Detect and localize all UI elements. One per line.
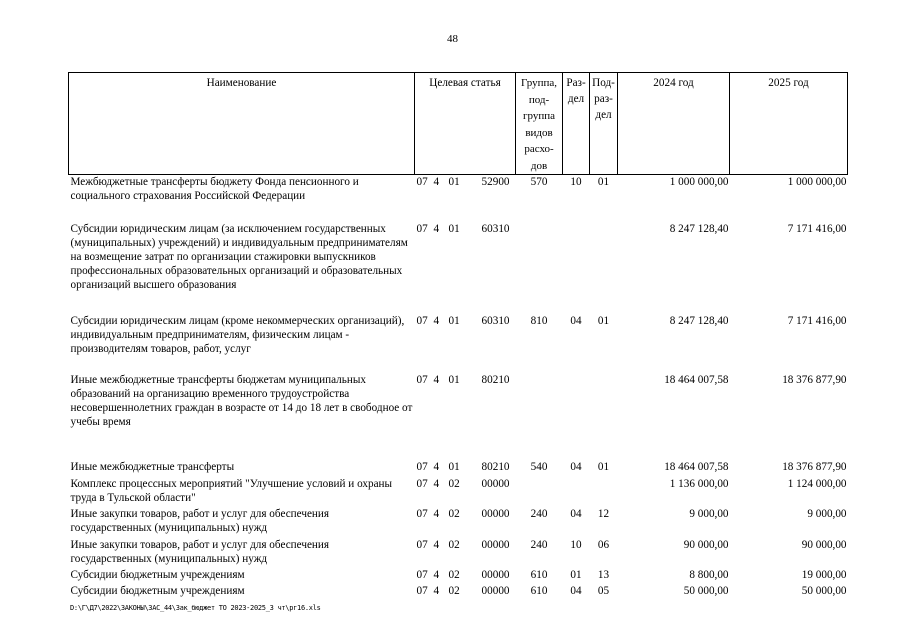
target-article-code: 00000 <box>481 538 510 551</box>
subsection-code: 12 <box>597 507 610 520</box>
row-name: Иные межбюджетные трансферты <box>70 460 235 473</box>
target-article-part: 4 <box>433 477 440 490</box>
header-subsection-line: Под- <box>592 77 615 89</box>
table-row <box>69 568 848 584</box>
section-code: 04 <box>570 507 582 520</box>
header-group-line: Группа, <box>521 77 557 89</box>
expense-group: 810 <box>530 314 548 327</box>
expense-group: 240 <box>530 538 548 551</box>
row-name: Иные закупки товаров, работ и услуг для обеспечения государственных (муниципальных) нужд <box>70 538 330 565</box>
target-article-part: 4 <box>433 222 440 235</box>
amount-2025: 18 376 877,90 <box>782 373 847 386</box>
header-group-line: под- <box>528 93 550 106</box>
amount-2024: 1 136 000,00 <box>669 477 729 490</box>
section-code: 04 <box>570 584 582 597</box>
row-name: Комплекс процессных мероприятий "Улучшение условий и охраны труда в Тульской области" <box>70 477 393 504</box>
target-article-code: 00000 <box>481 507 510 520</box>
header-group-line: группа <box>523 110 556 122</box>
row-name: Субсидии юридическим лицам (кроме некоммерческих организаций), индивидуальным предпринимателям, физическим лицам - производителям товаров, работ, услуг <box>70 314 405 355</box>
target-article-part: 01 <box>448 222 460 235</box>
target-article-part: 01 <box>448 460 460 473</box>
amount-2025: 18 376 877,90 <box>782 460 847 473</box>
header-section <box>563 73 590 175</box>
row-name: Иные межбюджетные трансферты бюджетам муниципальных образований на организацию временного трудоустройства несовершеннолетних граждан в возрасте от 14 до 18 лет в свободное от учебы время <box>70 373 413 428</box>
amount-2024: 9 000,00 <box>689 507 729 520</box>
target-article-part: 02 <box>448 477 460 490</box>
section-code: 01 <box>570 568 582 581</box>
table-row <box>69 477 848 507</box>
target-article-code: 80210 <box>481 373 510 386</box>
target-article-part: 07 <box>416 373 428 386</box>
table-row <box>69 373 848 460</box>
section-code: 04 <box>570 314 582 327</box>
target-article-code: 00000 <box>481 477 510 490</box>
amount-2024: 90 000,00 <box>683 538 729 551</box>
section-code <box>563 222 590 314</box>
expense-group <box>516 477 563 507</box>
section-code <box>563 477 590 507</box>
target-article-code: 00000 <box>481 568 510 581</box>
target-article-code: 00000 <box>481 584 510 597</box>
target-article-part: 4 <box>433 373 440 386</box>
row-name: Межбюджетные трансферты бюджету Фонда пенсионного и социального страхования Российской Федерации <box>70 176 359 202</box>
amount-2024: 8 800,00 <box>689 568 729 581</box>
target-article-part: 4 <box>433 176 440 188</box>
row-name: Субсидии бюджетным учреждениям <box>70 584 245 597</box>
footer-file-path: D:\Г\Д7\2022\ЗАКОНЫ\ЗАС_44\Зак_бюджет ТО 2023-2025_3 чт\рг16.xls <box>70 604 321 612</box>
amount-2025: 1 124 000,00 <box>787 477 847 490</box>
target-article-part: 02 <box>448 568 460 581</box>
header-expense-group <box>516 73 563 175</box>
target-article-part: 4 <box>433 314 440 327</box>
header-subsection <box>590 73 618 175</box>
target-article-code: 60310 <box>481 314 510 327</box>
target-article-code: 52900 <box>481 176 510 188</box>
amount-2025: 7 171 416,00 <box>787 222 847 235</box>
header-year-2025: 2025 год <box>730 73 848 175</box>
amount-2025: 19 000,00 <box>801 568 847 581</box>
header-year-2024: 2024 год <box>618 73 730 175</box>
row-name: Субсидии юридическим лицам (за исключением государственных (муниципальных) учреждений) и индивидуальным предпринимателям на возмещение затрат по организации стажировки выпускников профессиональных образовательных организаций и образовательных организаций высшего образования <box>70 222 408 291</box>
amount-2024: 18 464 007,58 <box>664 460 729 473</box>
amount-2025: 90 000,00 <box>801 538 847 551</box>
target-article-part: 02 <box>448 507 460 520</box>
expense-group: 540 <box>530 460 548 473</box>
table-header-row <box>69 73 848 175</box>
section-code: 04 <box>570 460 582 473</box>
section-code: 10 <box>570 538 582 551</box>
target-article-part: 07 <box>416 314 428 327</box>
target-article-part: 01 <box>448 314 460 327</box>
table-row <box>69 314 848 373</box>
header-subsection-line: дел <box>595 109 612 121</box>
header-name: Наименование <box>69 73 415 175</box>
page-number: 48 <box>447 33 458 45</box>
target-article-code: 60310 <box>481 222 510 235</box>
expense-group <box>516 373 563 460</box>
amount-2025: 7 171 416,00 <box>787 314 847 327</box>
header-group-line: дов <box>530 159 548 172</box>
expense-group <box>516 222 563 314</box>
subsection-code <box>590 373 618 460</box>
table-body <box>69 175 848 600</box>
target-article-part: 02 <box>448 584 460 597</box>
amount-2025: 50 000,00 <box>801 584 847 597</box>
target-article-part: 4 <box>433 507 440 520</box>
header-section-line: Раз- <box>566 77 586 89</box>
subsection-code <box>590 222 618 314</box>
section-code <box>563 373 590 460</box>
header-target-article: Целевая статья <box>415 73 516 175</box>
expense-group: 610 <box>530 584 548 597</box>
header-group-line: видов <box>525 126 553 139</box>
expense-group: 610 <box>530 568 548 581</box>
subsection-code: 01 <box>597 460 610 473</box>
amount-2024: 1 000 000,00 <box>669 176 729 188</box>
amount-2024: 18 464 007,58 <box>664 373 729 386</box>
target-article-part: 4 <box>433 538 440 551</box>
table-row <box>69 175 848 222</box>
table-row <box>69 584 848 600</box>
expense-group: 570 <box>530 176 548 188</box>
expense-group: 240 <box>530 507 548 520</box>
target-article-part: 4 <box>433 460 440 473</box>
target-article-part: 07 <box>416 176 428 188</box>
table-row <box>69 222 848 314</box>
header-subsection-line: раз- <box>594 93 613 105</box>
table-row <box>69 538 848 568</box>
row-name: Иные закупки товаров, работ и услуг для обеспечения государственных (муниципальных) нужд <box>70 507 330 534</box>
subsection-code: 06 <box>597 538 610 551</box>
subsection-code <box>590 477 618 507</box>
target-article-part: 07 <box>416 584 428 597</box>
target-article-part: 07 <box>416 568 428 581</box>
target-article-part: 07 <box>416 222 428 235</box>
amount-2024: 8 247 128,40 <box>669 222 729 235</box>
amount-2025: 1 000 000,00 <box>787 176 847 188</box>
header-section-line: дел <box>567 93 585 105</box>
subsection-code: 01 <box>597 176 610 188</box>
subsection-code: 01 <box>597 314 610 327</box>
target-article-part: 4 <box>433 584 440 597</box>
section-code: 10 <box>570 176 582 188</box>
target-article-part: 01 <box>448 373 460 386</box>
subsection-code: 05 <box>597 584 610 597</box>
amount-2025: 9 000,00 <box>807 507 847 520</box>
row-name: Субсидии бюджетным учреждениям <box>70 568 245 581</box>
target-article-part: 07 <box>416 507 428 520</box>
target-article-part: 01 <box>448 176 460 188</box>
target-article-part: 07 <box>416 460 428 473</box>
target-article-part: 4 <box>433 568 440 581</box>
target-article-code: 80210 <box>481 460 510 473</box>
target-article-part: 07 <box>416 538 428 551</box>
budget-table <box>68 72 848 600</box>
table-row <box>69 507 848 538</box>
subsection-code: 13 <box>597 568 610 581</box>
amount-2024: 8 247 128,40 <box>669 314 729 327</box>
target-article-part: 07 <box>416 477 428 490</box>
target-article-part: 02 <box>448 538 460 551</box>
amount-2024: 50 000,00 <box>683 584 729 597</box>
header-group-line: расхо- <box>524 143 554 155</box>
table-row <box>69 460 848 477</box>
